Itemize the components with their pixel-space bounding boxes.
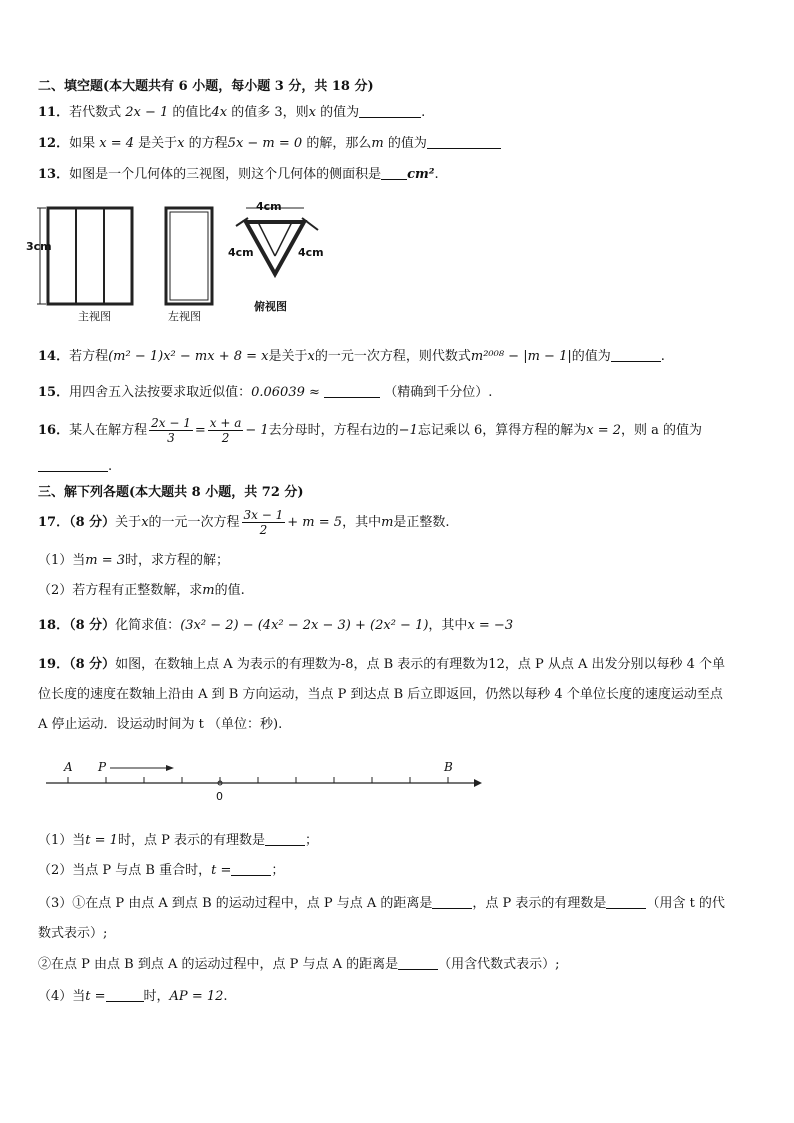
q17-text-b: 的一元一次方程 bbox=[148, 515, 240, 530]
question-12 bbox=[38, 135, 501, 153]
q13-unit: cm² bbox=[407, 167, 435, 182]
q15-answer-blank[interactable] bbox=[324, 385, 380, 398]
q19-sub4: （4）当 bbox=[38, 989, 86, 1004]
q18-expr2: x = −3 bbox=[467, 618, 514, 633]
main-view-outline bbox=[48, 208, 132, 304]
q17-frac-denominator: 2 bbox=[259, 523, 268, 537]
q11-answer-blank[interactable] bbox=[359, 105, 421, 118]
height-dimension-label: 3cm bbox=[26, 240, 52, 253]
question-19-sub-3a-cont: 数式表示）; bbox=[38, 926, 108, 941]
q12-text-d: 的解，那么 bbox=[306, 136, 372, 151]
q18-score: （8 分） bbox=[69, 618, 116, 633]
q17-text-d: 是正整数. bbox=[393, 515, 450, 530]
q11-expr2: 4x bbox=[211, 105, 228, 120]
q19-sub2-expr: t = bbox=[211, 863, 232, 878]
q14-number: 14． bbox=[38, 349, 70, 364]
question-11 bbox=[38, 104, 425, 122]
main-view-caption: 主视图 bbox=[78, 310, 111, 323]
q19-sub4-blank[interactable] bbox=[106, 989, 144, 1002]
section3-title: 三、解下列各题(本大题共 8 小题，共 72 分) bbox=[38, 485, 304, 500]
question-16-answer-line bbox=[38, 458, 112, 476]
q16-equals: = bbox=[194, 423, 206, 438]
question-19-sub-2 bbox=[38, 862, 284, 880]
q19-sub3b: ②在点 P 由点 B 到点 A 的运动过程中，点 P 与点 A 的距离是 bbox=[38, 957, 399, 972]
left-view-outline bbox=[166, 208, 212, 304]
q17-p2-b: 的值. bbox=[214, 583, 245, 598]
three-view-figure bbox=[26, 200, 336, 330]
q17-number: 17． bbox=[38, 515, 70, 530]
question-17-part-2 bbox=[38, 582, 245, 600]
q11-text-a: 若代数式 bbox=[69, 105, 122, 120]
q19-sub3a-blank-1[interactable] bbox=[432, 896, 472, 909]
q17-fraction bbox=[242, 508, 286, 537]
q19-sub4-end: . bbox=[223, 989, 228, 1004]
q15-number: 15． bbox=[38, 385, 70, 400]
q16-frac2-denominator: 2 bbox=[221, 431, 230, 445]
q19-sub3b-b: （用含代数式表示）; bbox=[438, 957, 560, 972]
q16-frac2-numerator: x + a bbox=[209, 416, 242, 430]
q14-text-a: 若方程 bbox=[69, 349, 109, 364]
q16-text-d: ，则 a 的值为 bbox=[621, 423, 703, 438]
q19-score: （8 分） bbox=[69, 657, 116, 672]
q12-text-a: 如果 bbox=[69, 136, 96, 151]
q19-sub2-end: ； bbox=[271, 863, 285, 878]
q13-answer-blank[interactable] bbox=[381, 167, 407, 180]
question-19-sub-3b bbox=[38, 956, 560, 974]
left-view-caption: 左视图 bbox=[168, 310, 201, 323]
q19-sub1-expr: t = 1 bbox=[85, 833, 118, 848]
q12-var: x bbox=[177, 136, 185, 151]
q15-text-a: 用四舍五入法按要求取近似值： bbox=[69, 385, 252, 400]
q19-line1: 如图，在数轴上点 A 为表示的有理数为-8，点 B 表示的有理数为12，点 P 从点 A 出发分别以每秒 4 个单 bbox=[115, 657, 726, 672]
q19-sub3a-b: ，点 P 表示的有理数是 bbox=[472, 896, 607, 911]
q13-text-a: 如图是一个几何体的三视图，则这个几何体的侧面积是 bbox=[69, 167, 382, 182]
q17-p1-b: 时，求方程的解； bbox=[125, 553, 230, 568]
q19-sub1-blank[interactable] bbox=[265, 833, 305, 846]
q18-text-a: 化简求值： bbox=[115, 618, 181, 633]
q16-expr1: x = 2 bbox=[586, 423, 622, 438]
q13-end: . bbox=[434, 167, 439, 182]
question-19-line-3: A 停止运动．设运动时间为 t （单位：秒). bbox=[38, 717, 283, 732]
q16-frac1-numerator: 2x − 1 bbox=[151, 416, 191, 430]
top-view-caption: 俯视图 bbox=[254, 300, 287, 313]
q18-number: 18． bbox=[38, 618, 70, 633]
q17-text-c: ，其中 bbox=[342, 515, 382, 530]
top-view-triangle bbox=[246, 222, 304, 274]
q14-text-d: 的值为 bbox=[571, 349, 611, 364]
number-line-arrowhead bbox=[474, 779, 482, 787]
point-p-label: P bbox=[98, 760, 107, 774]
question-17 bbox=[38, 508, 450, 538]
q14-var: x bbox=[307, 349, 315, 364]
q17-tail: + m = 5 bbox=[287, 515, 343, 530]
q15-text-b: （精确到千分位）. bbox=[384, 385, 493, 400]
q16-end: . bbox=[108, 459, 113, 474]
q19-sub4-expr: t = bbox=[85, 989, 106, 1004]
q16-text-c: 忘记乘以 6，算得方程的解为 bbox=[417, 423, 587, 438]
top-width-label: 4cm bbox=[256, 200, 282, 213]
q12-text-b: 是关于 bbox=[138, 136, 178, 151]
q14-answer-blank[interactable] bbox=[611, 349, 661, 362]
q16-answer-blank[interactable] bbox=[38, 459, 108, 472]
q13-number: 13． bbox=[38, 167, 70, 182]
q17-text-a: 关于 bbox=[115, 515, 142, 530]
q16-text-a: 某人在解方程 bbox=[69, 423, 148, 438]
q14-text-c: 的一元一次方程，则代数式 bbox=[314, 349, 471, 364]
q11-text-c: 的值多 3，则 bbox=[231, 105, 309, 120]
left-view-inner bbox=[170, 212, 208, 300]
question-17-part-1 bbox=[38, 552, 229, 570]
q19-sub1: （1）当 bbox=[38, 833, 86, 848]
q17-score: （8 分） bbox=[69, 515, 116, 530]
q19-sub1-end: ； bbox=[304, 833, 318, 848]
question-18 bbox=[38, 617, 513, 635]
question-19-line-2: 位长度的速度在数轴上沿由 A 到 B 方向运动，当点 P 到达点 B 后立即返回，仍然以每秒 4 个单位长度的速度运动至点 bbox=[38, 687, 723, 702]
question-16 bbox=[38, 416, 702, 446]
q19-sub4-b: 时， bbox=[143, 989, 170, 1004]
q17-var: x bbox=[141, 515, 149, 530]
q16-fraction-right bbox=[208, 416, 244, 445]
question-19-sub-3a bbox=[38, 895, 725, 913]
q19-sub3b-blank[interactable] bbox=[398, 957, 438, 970]
q16-tail: − 1 bbox=[245, 423, 269, 438]
question-14 bbox=[38, 348, 665, 366]
q19-sub1-b: 时，点 P 表示的有理数是 bbox=[117, 833, 265, 848]
q18-text-b: ，其中 bbox=[428, 618, 468, 633]
number-line-ticks bbox=[68, 777, 448, 783]
q17-var2: m bbox=[381, 515, 394, 530]
q16-frac1-denominator: 3 bbox=[167, 431, 175, 445]
top-left-side-label: 4cm bbox=[228, 246, 254, 259]
q12-number: 12． bbox=[38, 136, 70, 151]
q17-p2-var: m bbox=[202, 583, 215, 598]
q15-expr1: 0.06039 ≈ bbox=[251, 385, 320, 400]
q14-end: . bbox=[660, 349, 665, 364]
q11-text-d: 的值为 bbox=[320, 105, 360, 120]
q11-text-b: 的值比 bbox=[172, 105, 212, 120]
section2-title: 二、填空题(本大题共有 6 小题，每小题 3 分，共 18 分) bbox=[38, 79, 374, 94]
q17-p1: （1）当 bbox=[38, 553, 86, 568]
q19-sub3a-c: （用含 t 的代 bbox=[646, 896, 725, 911]
q12-text-e: 的值为 bbox=[387, 136, 427, 151]
q14-text-b: 是关于 bbox=[268, 349, 308, 364]
q16-number: 16． bbox=[38, 423, 70, 438]
q19-number: 19． bbox=[38, 657, 70, 672]
q18-expr: (3x² − 2) − (4x² − 2x − 3) + (2x² − 1) bbox=[180, 618, 429, 633]
q14-expr1: (m² − 1)x² − mx + 8 = x bbox=[108, 349, 269, 364]
question-19-sub-4 bbox=[38, 988, 228, 1006]
q12-answer-blank[interactable] bbox=[427, 136, 501, 149]
q12-expr2: 5x − m = 0 bbox=[227, 136, 303, 151]
point-a-label: A bbox=[64, 760, 73, 774]
number-line-drawing bbox=[44, 758, 484, 808]
point-b-label: B bbox=[444, 760, 453, 774]
top-right-side-label: 4cm bbox=[298, 246, 324, 259]
q12-text-c: 的方程 bbox=[188, 136, 228, 151]
q11-var: x bbox=[308, 105, 316, 120]
point-p-motion-arrowhead bbox=[166, 765, 174, 771]
q19-sub3a-blank-2[interactable] bbox=[606, 896, 646, 909]
q12-var2: m bbox=[371, 136, 384, 151]
q17-p2: （2）若方程有正整数解，求 bbox=[38, 583, 203, 598]
q11-number: 11． bbox=[38, 105, 70, 120]
question-13 bbox=[38, 166, 439, 184]
number-line-figure bbox=[44, 758, 484, 808]
q17-frac-numerator: 3x − 1 bbox=[243, 508, 284, 522]
q16-fraction-left bbox=[149, 416, 193, 445]
q14-expr2: m²⁰⁰⁸ − |m − 1| bbox=[470, 349, 572, 364]
origin-label: 0 bbox=[216, 790, 223, 803]
q11-expr1: 2x − 1 bbox=[125, 105, 169, 120]
q16-neg1: −1 bbox=[398, 423, 418, 438]
q19-sub2: （2）当点 P 与点 B 重合时， bbox=[38, 863, 212, 878]
q16-text-b: 去分母时，方程右边的 bbox=[268, 423, 399, 438]
question-19-sub-1 bbox=[38, 832, 318, 850]
q19-sub3a: （3）①在点 P 由点 A 到点 B 的运动过程中，点 P 与点 A 的距离是 bbox=[38, 896, 433, 911]
q17-p1-expr: m = 3 bbox=[85, 553, 126, 568]
question-19-line-1 bbox=[38, 656, 725, 674]
q19-sub4-expr2: AP = 12 bbox=[169, 989, 224, 1004]
q12-expr1: x = 4 bbox=[99, 136, 135, 151]
q11-end: . bbox=[421, 105, 426, 120]
q19-sub2-blank[interactable] bbox=[231, 863, 271, 876]
question-15 bbox=[38, 384, 492, 402]
